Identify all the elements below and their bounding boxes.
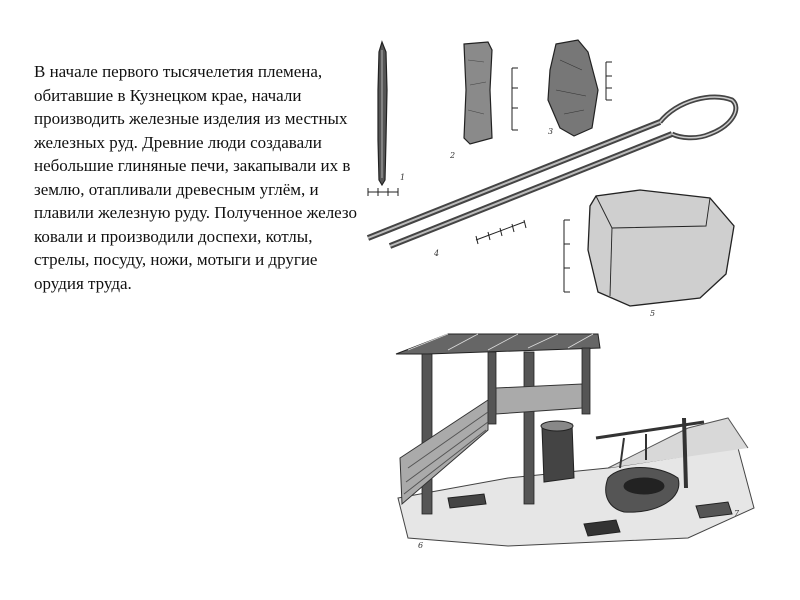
artifact-bar — [464, 42, 518, 144]
body-paragraph: В начале первого тысячелетия племена, обитавшие в Кузнецком крае, начали производить железные изделия из местных железных руд. Древние люди создавали небольшие глиняные печи, закапывали их в землю, отапливали древесным углём, и плавили железную руду. Полученное железо ковали и производили доспехи, котлы, стрелы, посуду, ножи, мотыги и другие орудия труда. — [34, 62, 358, 293]
label-2: 2 — [450, 151, 456, 160]
shelter-roof — [396, 334, 600, 354]
label-5: 5 — [650, 309, 656, 318]
forge-workshop-illustration — [388, 318, 758, 558]
label-6: 6 — [418, 541, 424, 550]
artifact-anvil-stone — [564, 190, 734, 306]
anvil-stump — [541, 421, 574, 482]
label-3: 3 — [548, 127, 554, 136]
artifact-blade — [368, 42, 398, 196]
artifact-lump — [548, 40, 612, 136]
label-7: 7 — [734, 509, 740, 518]
iron-artifacts-illustration — [360, 30, 760, 320]
label-4: 4 — [434, 249, 440, 258]
label-1: 1 — [400, 173, 406, 182]
